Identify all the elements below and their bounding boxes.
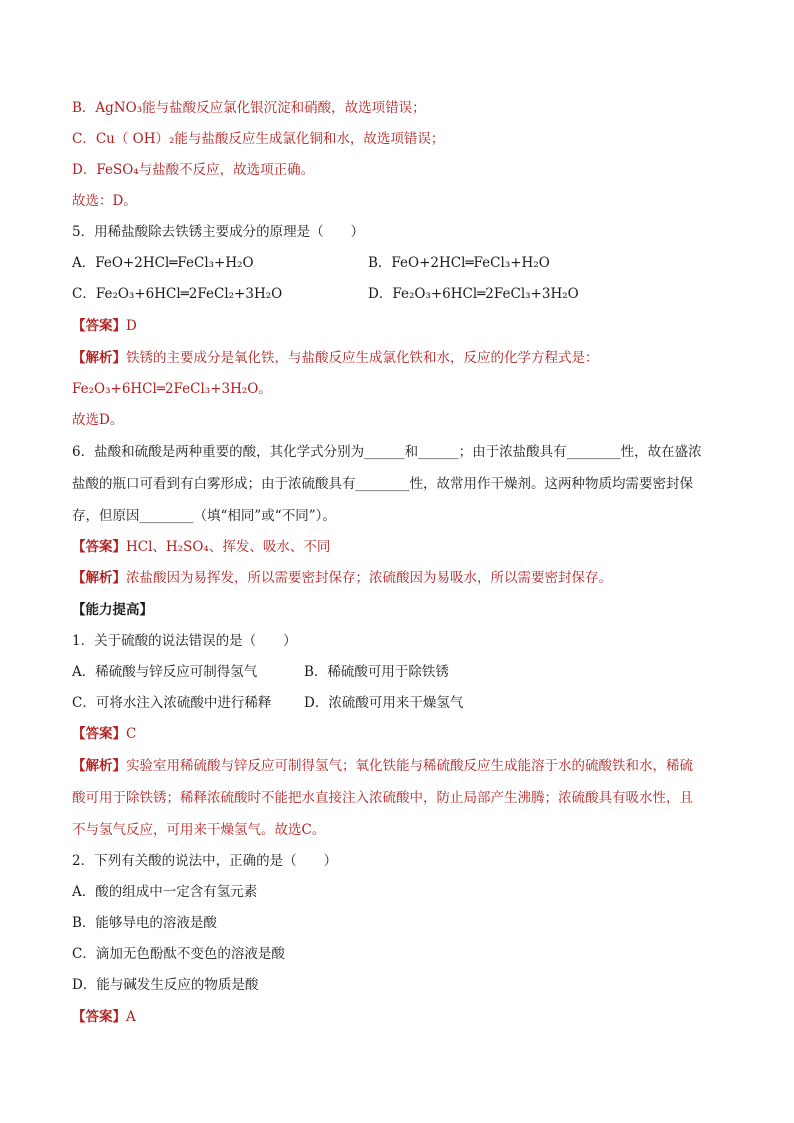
q1-options-cd bbox=[72, 693, 464, 713]
answer-tag: 【答案】 bbox=[72, 539, 126, 555]
q5-options-ab bbox=[72, 253, 550, 273]
q5-option-b: B．FeO+2HCl═FeCl₃+H₂O bbox=[368, 255, 550, 271]
q6-analysis bbox=[72, 568, 612, 588]
analysis-text: 铁锈的主要成分是氧化铁，与盐酸反应生成氯化铁和水，反应的化学方程式是： bbox=[126, 350, 599, 366]
q1-analysis bbox=[72, 756, 693, 776]
q2-option-c: C．滴加无色酚酞不变色的溶液是酸 bbox=[72, 946, 285, 962]
q5-analysis bbox=[72, 348, 599, 368]
solution-line-c: C．Cu（ OH）₂能与盐酸反应生成氯化铜和水，故选项错误； bbox=[72, 131, 445, 147]
question-2: 2．下列有关酸的说法中，正确的是（ ） bbox=[72, 853, 338, 869]
answer-text: D bbox=[126, 318, 137, 334]
q5-answer bbox=[72, 316, 137, 336]
q5-analysis-conclusion: 故选D。 bbox=[72, 412, 124, 428]
q1-option-b: B．稀硫酸可用于除铁锈 bbox=[304, 664, 449, 680]
q6-answer bbox=[72, 537, 330, 557]
analysis-tag: 【解析】 bbox=[72, 570, 126, 586]
q1-option-a: A．稀硫酸与锌反应可制得氢气 bbox=[72, 664, 258, 680]
q2-option-a: A．酸的组成中一定含有氢元素 bbox=[72, 884, 258, 900]
analysis-tag: 【解析】 bbox=[72, 758, 126, 774]
analysis-text: 实验室用稀硫酸与锌反应可制得氢气；氧化铁能与稀硫酸反应生成能溶于水的硫酸铁和水，稀硫 bbox=[126, 758, 693, 774]
q5-options-cd bbox=[72, 284, 579, 304]
answer-tag: 【答案】 bbox=[72, 726, 126, 742]
answer-tag: 【答案】 bbox=[72, 318, 126, 334]
q1-options-ab bbox=[72, 662, 449, 682]
q1-analysis-line3: 不与氢气反应，可用来干燥氢气。故选C。 bbox=[72, 822, 326, 838]
analysis-tag: 【解析】 bbox=[72, 350, 126, 366]
q1-option-c: C．可将水注入浓硫酸中进行稀释 bbox=[72, 695, 272, 711]
analysis-text: 浓盐酸因为易挥发，所以需要密封保存；浓硫酸因为易吸水，所以需要密封保存。 bbox=[126, 570, 612, 586]
question-1: 1．关于硫酸的说法错误的是（ ） bbox=[72, 633, 297, 649]
answer-tag: 【答案】 bbox=[72, 1009, 126, 1025]
q1-option-d: D．浓硫酸可用来干燥氢气 bbox=[304, 695, 464, 711]
section-heading: 【能力提高】 bbox=[72, 602, 153, 618]
q5-option-c: C．Fe₂O₃+6HCl═2FeCl₂+3H₂O bbox=[72, 286, 283, 302]
q5-analysis-equation: Fe₂O₃+6HCl═2FeCl₃+3H₂O。 bbox=[72, 381, 272, 397]
q5-option-a: A．FeO+2HCl═FeCl₃+H₂O bbox=[72, 255, 254, 271]
solution-line-b: B．AgNO₃能与盐酸反应氯化银沉淀和硝酸，故选项错误； bbox=[72, 100, 426, 116]
question-6-line3: 存，但原因________（填“相同”或“不同”）。 bbox=[72, 508, 336, 524]
q2-option-d: D．能与碱发生反应的物质是酸 bbox=[72, 977, 259, 993]
answer-text: A bbox=[126, 1009, 136, 1025]
answer-text: HCl、H₂SO₄、挥发、吸水、不同 bbox=[126, 539, 331, 555]
answer-text: C bbox=[126, 726, 137, 742]
question-5: 5．用稀盐酸除去铁锈主要成分的原理是（ ） bbox=[72, 224, 365, 240]
q1-analysis-line2: 酸可用于除铁锈；稀释浓硫酸时不能把水直接注入浓硫酸中，防止局部产生沸腾；浓硫酸具有吸水性，且 bbox=[72, 790, 693, 806]
q2-option-b: B．能够导电的溶液是酸 bbox=[72, 915, 217, 931]
solution-conclusion: 故选：D。 bbox=[72, 193, 137, 209]
question-6-line2: 盐酸的瓶口可看到有白雾形成；由于浓硫酸具有________性，故常用作干燥剂。这两种物质均需要密封保 bbox=[72, 476, 693, 492]
q1-answer bbox=[72, 724, 136, 744]
solution-line-d: D．FeSO₄与盐酸不反应，故选项正确。 bbox=[72, 162, 315, 178]
q5-option-d: D．Fe₂O₃+6HCl═2FeCl₃+3H₂O bbox=[368, 286, 579, 302]
q2-answer bbox=[72, 1007, 136, 1027]
question-6-line1: 6．盐酸和硫酸是两种重要的酸，其化学式分别为______和______；由于浓盐酸具有________性，故在盛浓 bbox=[72, 444, 702, 460]
